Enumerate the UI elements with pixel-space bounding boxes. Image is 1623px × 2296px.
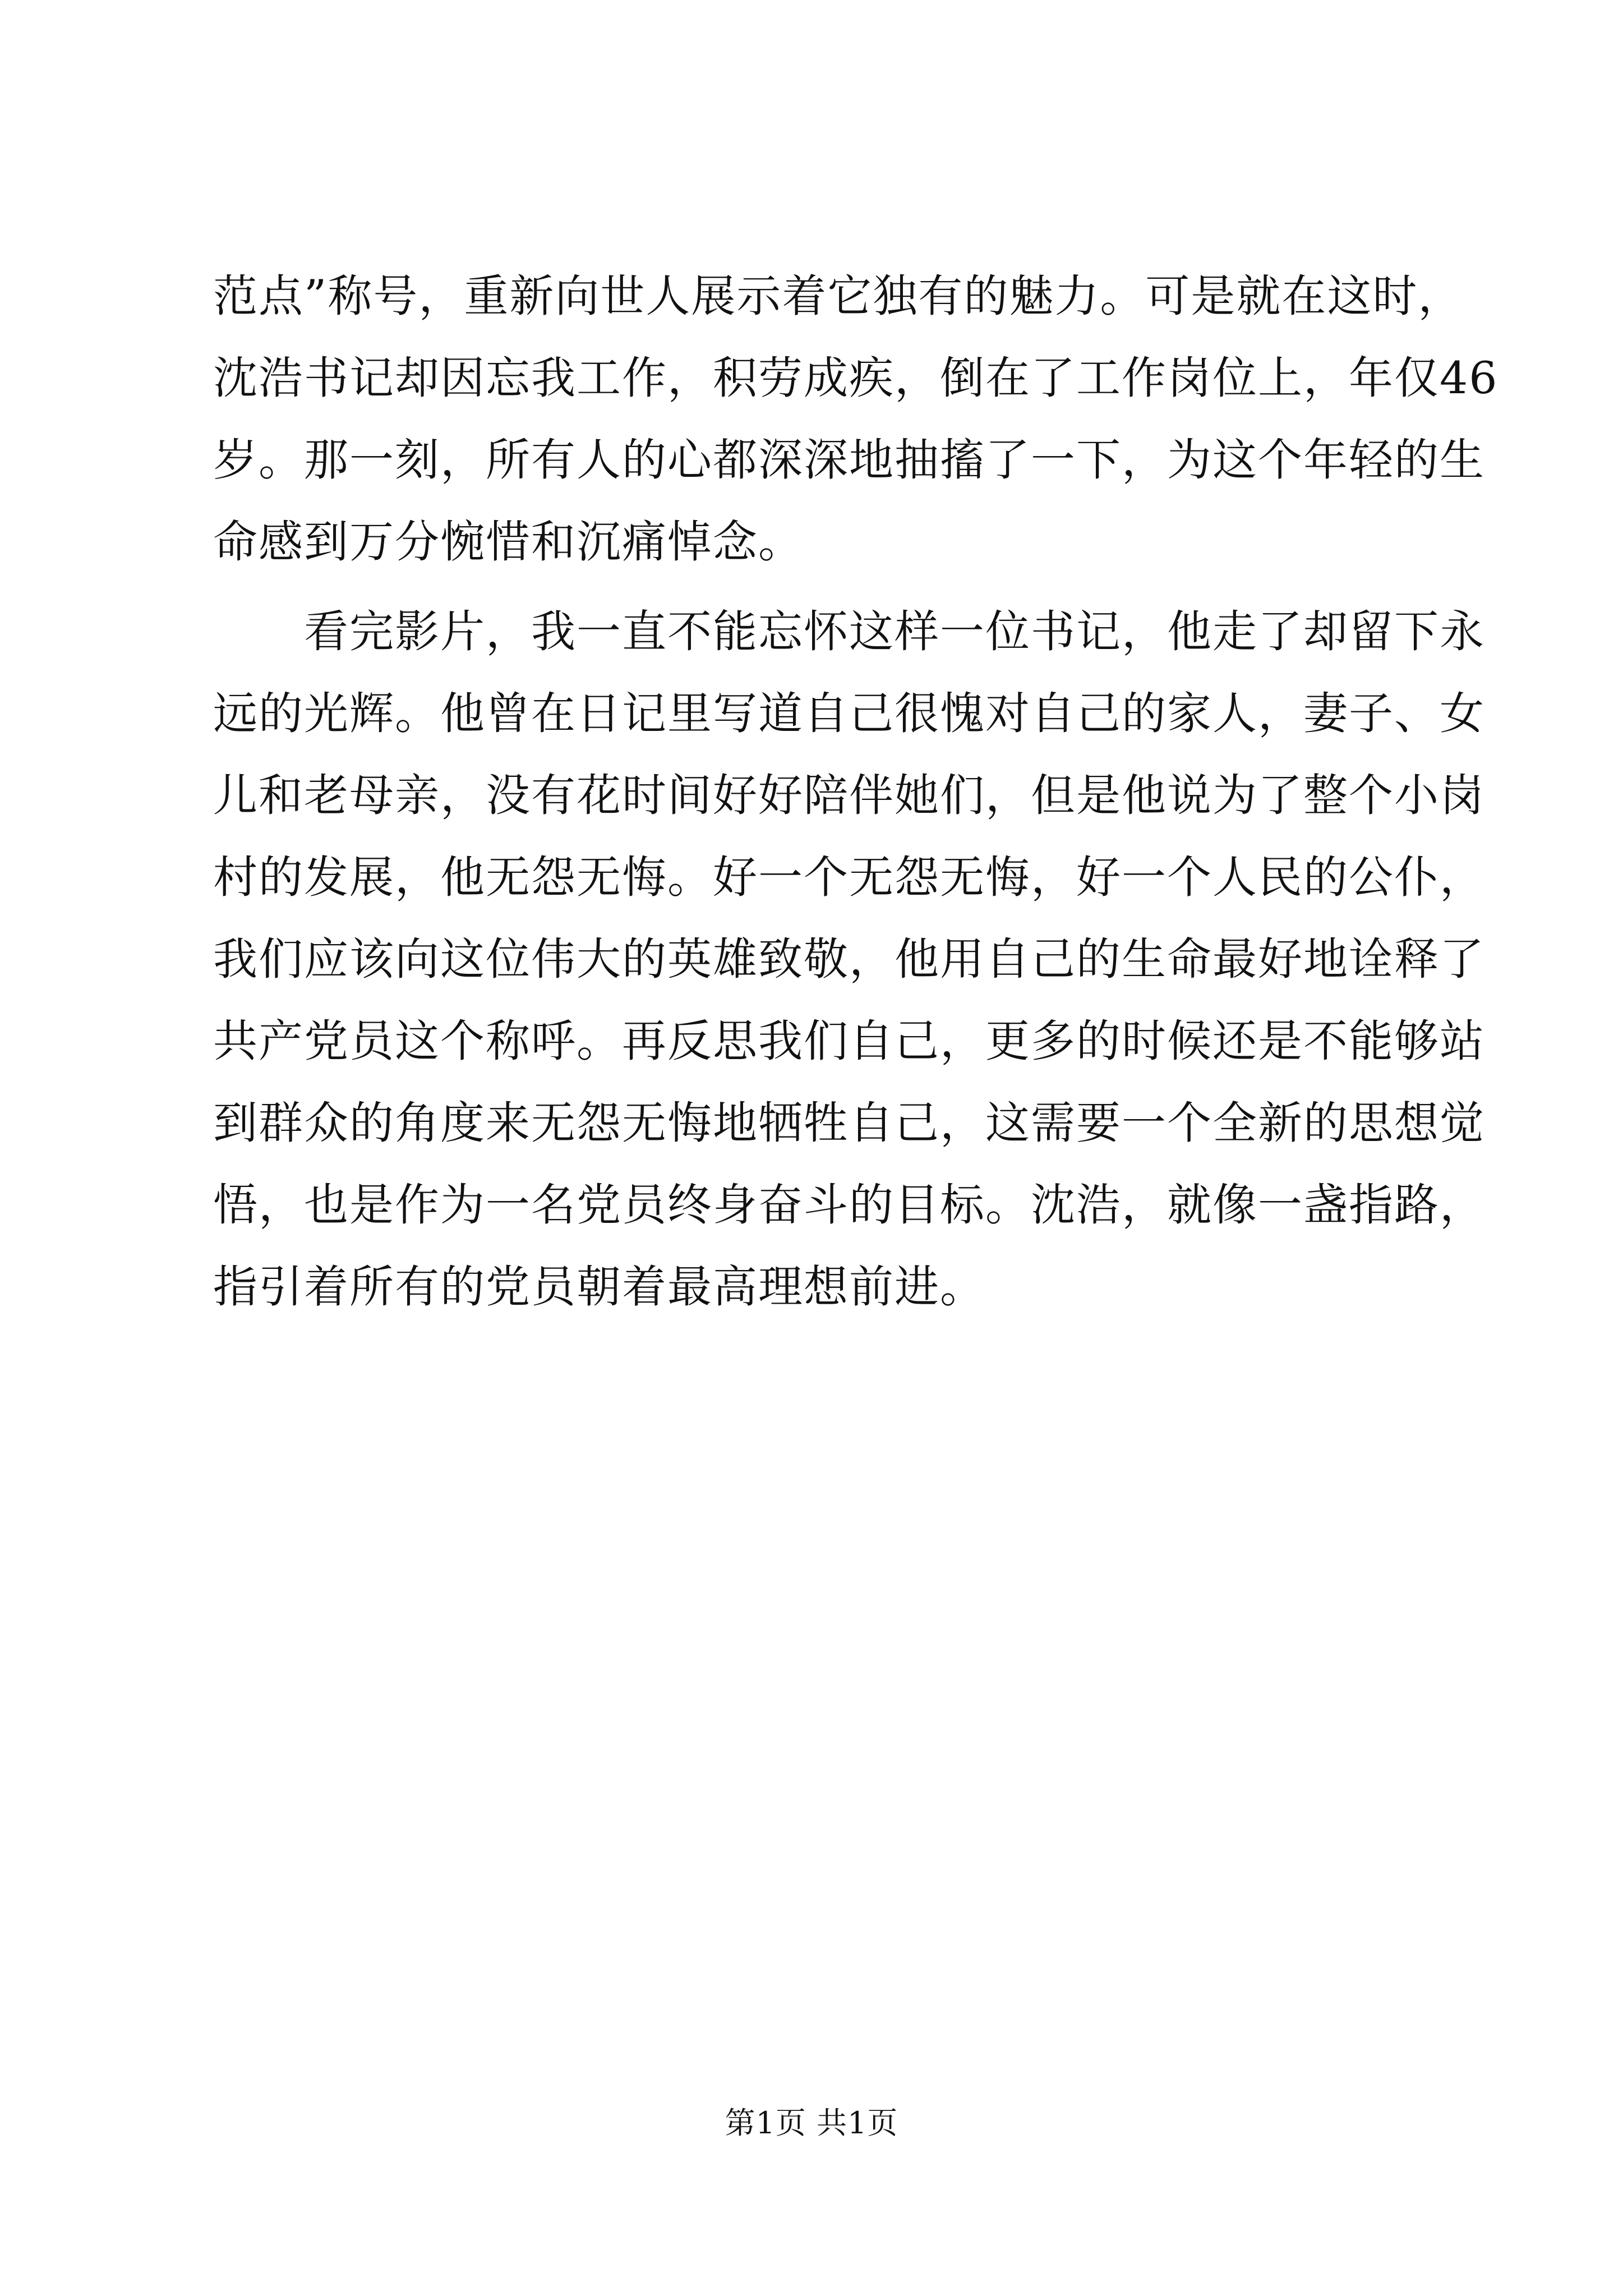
- text-line: 共产党员这个称呼。再反思我们自己，更多的时候还是不能够站: [213, 1015, 1485, 1067]
- text-line: 村的发展，他无怨无悔。好一个无怨无悔，好一个人民的公仆，: [213, 852, 1485, 903]
- text-line: 岁。那一刻，所有人的心都深深地抽搐了一下，为这个年轻的生: [213, 434, 1485, 486]
- text-line: 范点”称号，重新向世人展示着它独有的魅力。可是就在这时，: [213, 270, 1464, 322]
- text-line: 儿和老母亲，没有花时间好好陪伴她们，但是他说为了整个小岗: [213, 770, 1485, 821]
- text-line: 悟，也是作为一名党员终身奋斗的目标。沈浩，就像一盏指路，: [213, 1179, 1485, 1231]
- text-line: 远的光辉。他曾在日记里写道自己很愧对自己的家人，妻子、女: [213, 688, 1485, 739]
- text-line: 指引着所有的党员朝着最高理想前进。: [213, 1261, 985, 1313]
- text-line: 命感到万分惋惜和沉痛悼念。: [213, 516, 804, 568]
- page-footer: [0, 2101, 1623, 2146]
- text-line: 我们应该向这位伟大的英雄致敬，他用自己的生命最好地诠释了: [213, 933, 1485, 985]
- text-line: 看完影片，我一直不能忘怀这样一位书记，他走了却留下永: [213, 606, 1485, 657]
- text-line: 到群众的角度来无怨无悔地牺牲自己，这需要一个全新的思想觉: [213, 1097, 1485, 1149]
- page-number-label: 第1页 共1页: [725, 2105, 898, 2141]
- body-text: [213, 255, 1498, 1328]
- text-line: 沈浩书记却因忘我工作，积劳成疾，倒在了工作岗位上，年仅46: [213, 352, 1498, 404]
